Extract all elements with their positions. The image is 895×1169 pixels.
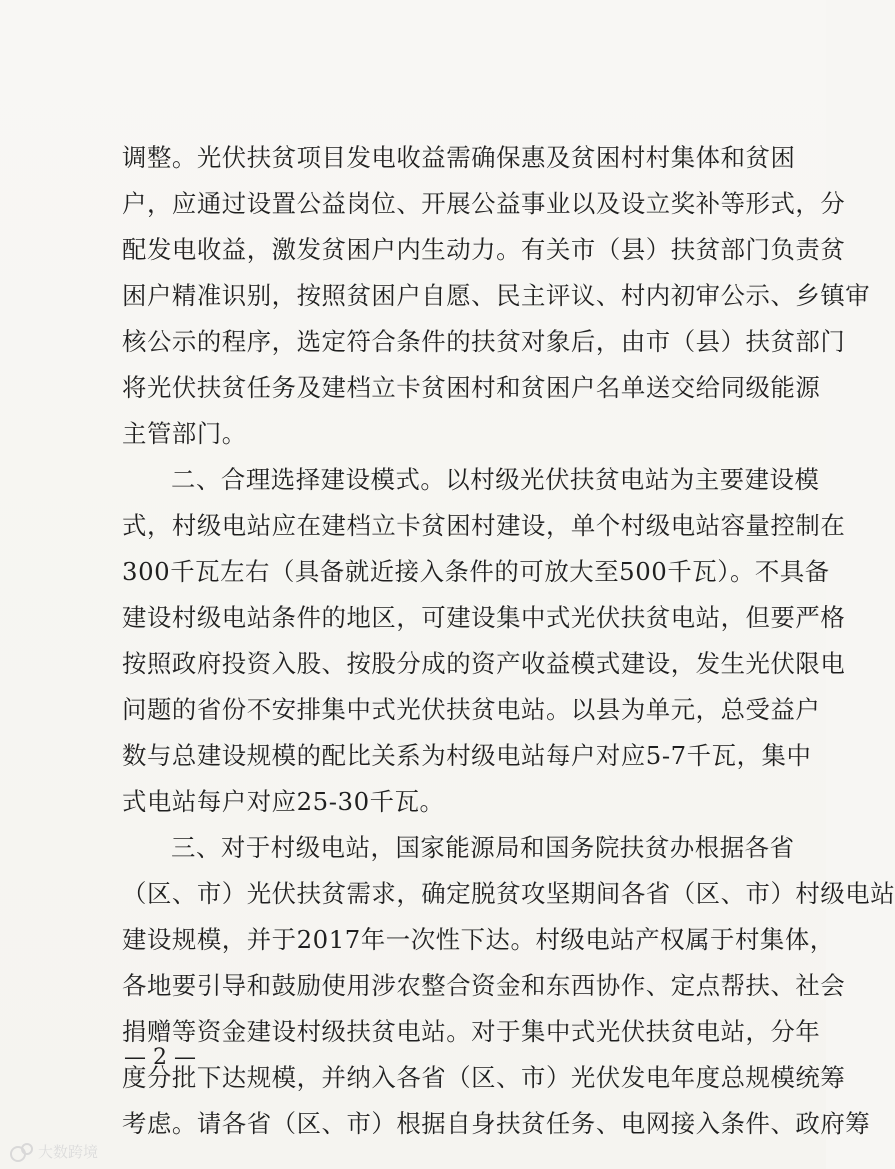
section-heading-line: 二、合理选择建设模式。以村级光伏扶贫电站为主要建设模 — [171, 465, 820, 494]
page-number: — 2 — — [124, 1045, 196, 1070]
text-line: 式电站每户对应25-30千瓦。 — [122, 787, 445, 816]
text-line: 主管部门。 — [122, 419, 247, 448]
text-line: 考虑。请各省（区、市）根据自身扶贫任务、电网接入条件、政府筹 — [122, 1109, 871, 1138]
text-line: 建设规模，并于2017年一次性下达。村级电站产权属于村集体， — [122, 925, 835, 954]
text-line: 式，村级电站应在建档立卡贫困村建设，单个村级电站容量控制在 — [122, 511, 846, 540]
text-line: 核公示的程序，选定符合条件的扶贫对象后，由市（县）扶贫部门 — [122, 327, 846, 356]
text-line: 户，应通过设置公益岗位、开展公益事业以及设立奖补等形式，分 — [122, 189, 846, 218]
text-line: 按照政府投资入股、按股分成的资产收益模式建设，发生光伏限电 — [122, 649, 846, 678]
watermark-text: 大数跨境 — [38, 1143, 99, 1161]
text-line: 捐赠等资金建设村级扶贫电站。对于集中式光伏扶贫电站，分年 — [122, 1017, 821, 1046]
text-line: 将光伏扶贫任务及建档立卡贫困村和贫困户名单送交给同级能源 — [122, 373, 821, 402]
section-heading-line: 三、对于村级电站，国家能源局和国务院扶贫办根据各省 — [171, 833, 795, 862]
text-line: 300千瓦左右（具备就近接入条件的可放大至500千瓦）。不具备 — [122, 557, 830, 586]
watermark — [10, 1141, 98, 1163]
text-line: 困户精准识别，按照贫困户自愿、民主评议、村内初审公示、乡镇审 — [122, 281, 871, 310]
text-line: 各地要引导和鼓励使用涉农整合资金和东西协作、定点帮扶、社会 — [122, 971, 846, 1000]
text-line: 问题的省份不安排集中式光伏扶贫电站。以县为单元，总受益户 — [122, 695, 821, 724]
text-line: 建设村级电站条件的地区，可建设集中式光伏扶贫电站，但要严格 — [122, 603, 846, 632]
text-line: （区、市）光伏扶贫需求，确定脱贫攻坚期间各省（区、市）村级电站 — [122, 879, 895, 908]
text-line: 配发电收益，激发贫困户内生动力。有关市（县）扶贫部门负责贫 — [122, 235, 846, 264]
text-line: 度分批下达规模，并纳入各省（区、市）光伏发电年度总规模统筹 — [122, 1063, 846, 1092]
text-line: 调整。光伏扶贫项目发电收益需确保惠及贫困村村集体和贫困 — [122, 143, 796, 172]
logo-icon — [10, 1143, 32, 1161]
text-line: 数与总建设规模的配比关系为村级电站每户对应5-7千瓦，集中 — [122, 741, 812, 770]
